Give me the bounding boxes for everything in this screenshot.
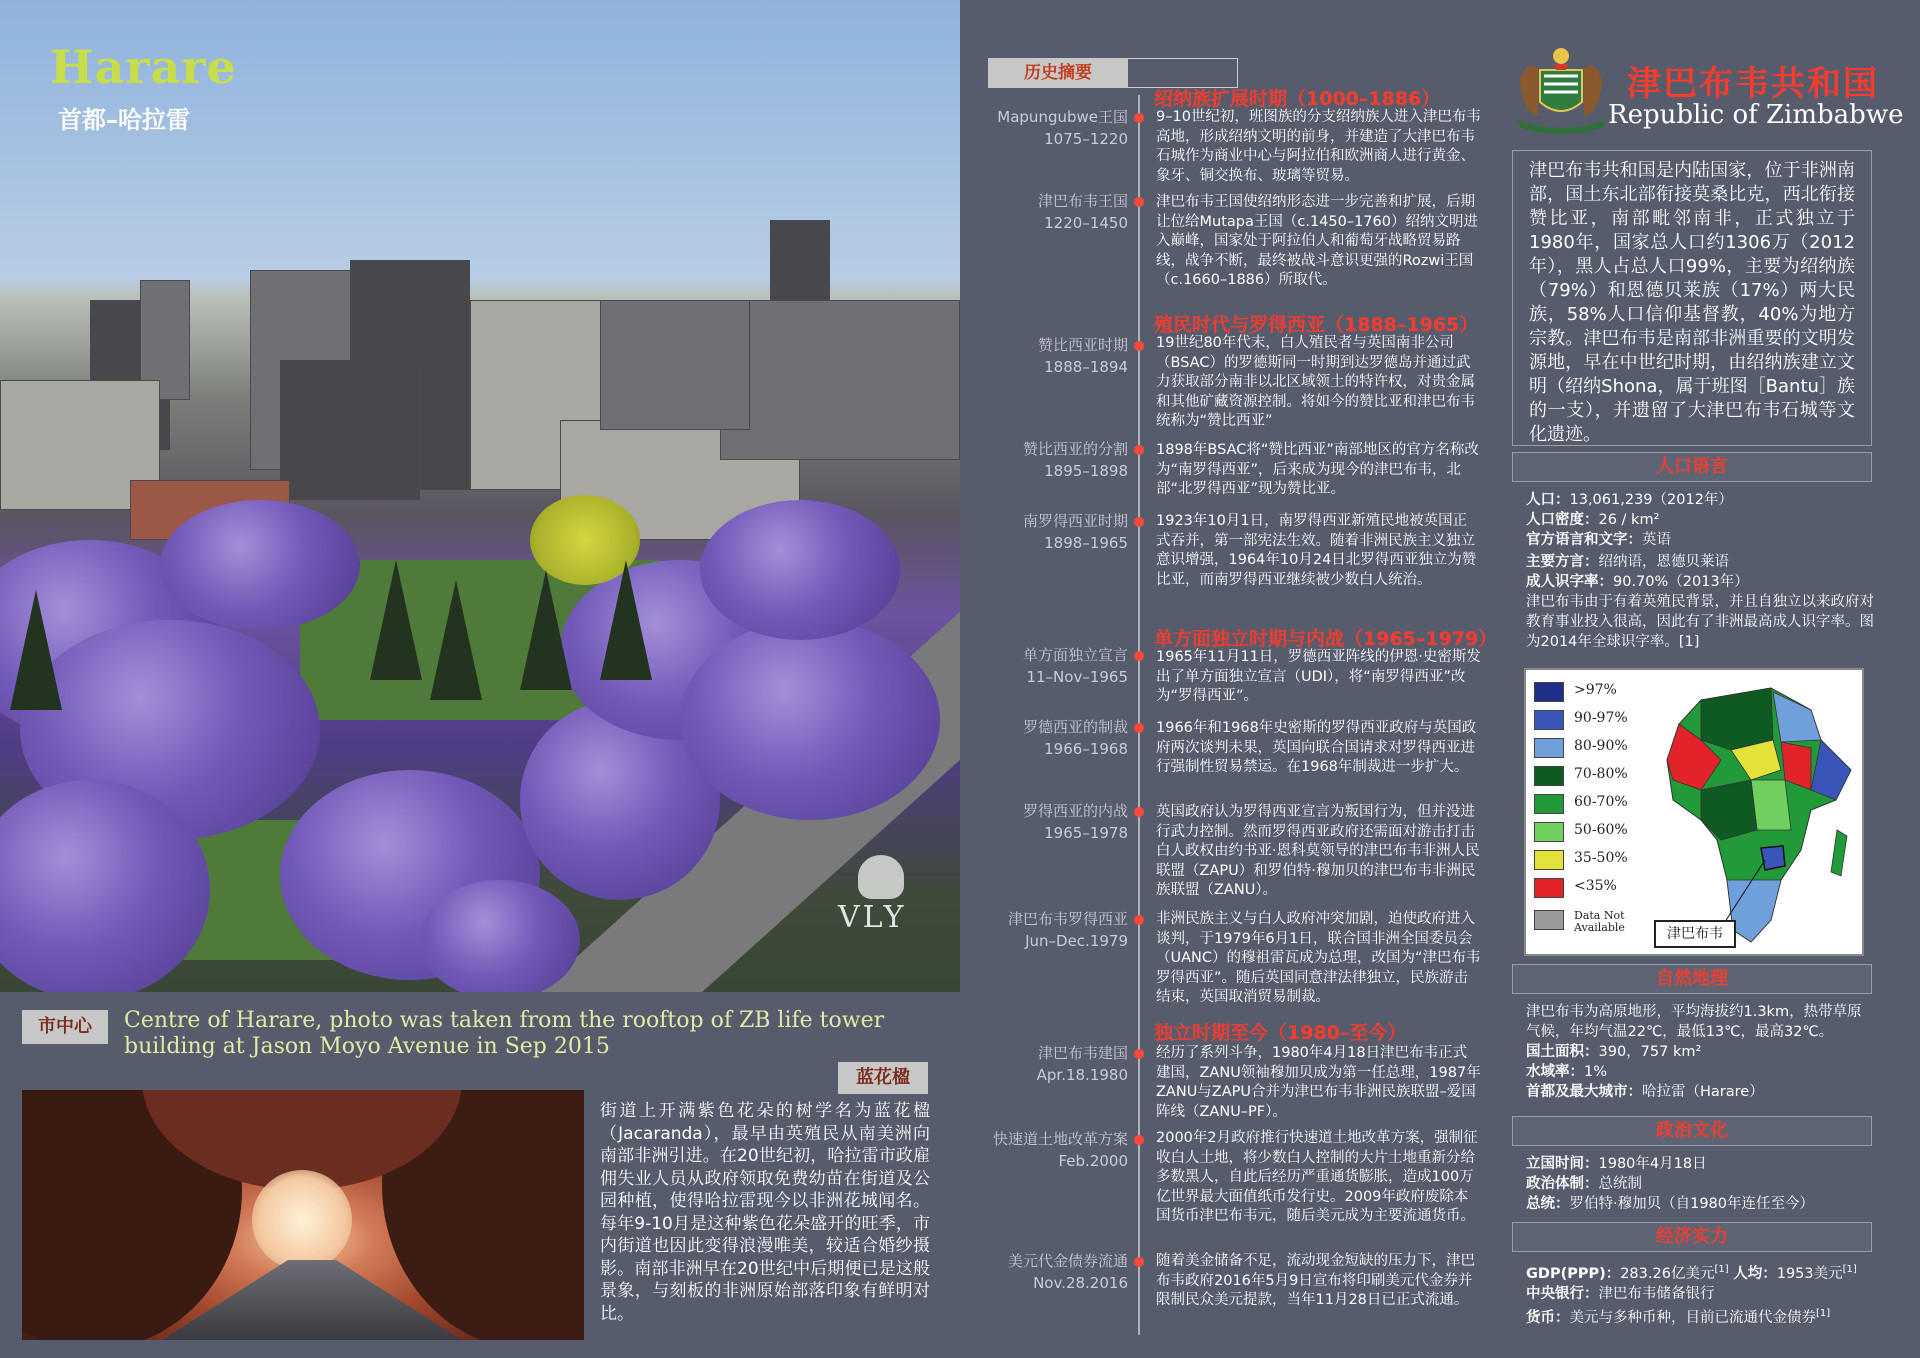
event-dot bbox=[1134, 1257, 1144, 1267]
pine-tree bbox=[10, 590, 62, 710]
event-text: 经历了系列斗争，1980年4月18日津巴布韦正式建国，ZANU领袖穆加贝成为第一任总理，1987年ZANU与ZAPU合并为津巴布韦非洲民族联盟–爱国阵线（ZANU–PF）。 bbox=[1156, 1045, 1481, 1120]
jacaranda-tag: 蓝花楹 bbox=[838, 1062, 928, 1094]
event-label: 美元代金债券流通 Nov.28.2016 bbox=[1007, 1252, 1128, 1292]
jacaranda-tree bbox=[680, 620, 940, 820]
event-dot bbox=[1134, 915, 1144, 925]
event-dot bbox=[1134, 197, 1144, 207]
event-label: 快速道土地改革方案 Feb.2000 bbox=[992, 1130, 1128, 1170]
geography-info: 津巴布韦为高原地形，平均海拔约1.3km，热带草原气候，年均气温22℃，最低13℃，最高32℃。 国土面积：390，757 km² 水域率：1% 首都及最大城市：哈拉雷（Harare） bbox=[1526, 1004, 1862, 1100]
event-dot bbox=[1134, 651, 1144, 661]
building bbox=[280, 360, 420, 500]
jacaranda-tree bbox=[700, 500, 900, 640]
pine-tree bbox=[520, 570, 572, 690]
literacy-map: >97% 90-97% 80-90% 70-80% 60-70% 50-60% 35-50% <35% Data Not Available 津巴布韦 bbox=[1524, 668, 1864, 956]
pine-tree bbox=[430, 580, 482, 700]
event-label: 罗德西亚的制裁 1966–1968 bbox=[1022, 718, 1128, 758]
country-name-zh: 津巴布韦共和国 bbox=[1627, 64, 1879, 104]
event-dot bbox=[1134, 445, 1144, 455]
africa-map bbox=[1661, 680, 1861, 950]
event-text: 英国政府认为罗得西亚宣言为叛国行为，但并没进行武力控制。然而罗得西亚政府还需面对游击打击白人政权由约书亚·恩科莫领导的津巴布韦非洲人民联盟（ZAPU）和罗伯特·穆加贝的津巴布韦非洲民族联盟（ZANU）。 bbox=[1156, 804, 1480, 898]
jacaranda-avenue-photo bbox=[22, 1090, 584, 1340]
timeline-axis bbox=[1138, 95, 1140, 1335]
jacaranda-description: 街道上开满紫色花朵的树学名为蓝花楹（Jacaranda），最早由英殖民从南美洲向南部非洲引进。在20世纪初，哈拉雷市政雇佣失业人员从政府领取免费幼苗在街道及公园种植，使得哈拉雷现今以非洲花城闻名。每年9-10月是这种紫色花朵盛开的旺季，市内街道也因此变得浪漫唯美，较适合婚纱摄影。南部非洲早在20世纪中后期便已是这般景象，与刻板的非洲原始部落印象有鲜明对比。 bbox=[600, 1101, 930, 1324]
section-head-population: 人口语言 bbox=[1512, 452, 1872, 482]
era-title: 单方面独立时期与内战（1965–1979） bbox=[1154, 628, 1498, 650]
event-text: 9–10世纪初，班图族的分支绍纳族人进入津巴布韦高地，形成绍纳文明的前身，并建造了大津巴布韦石城作为商业中心与阿拉伯和欧洲商人进行黄金、象牙、铜交换布、玻璃等贸易。 bbox=[1156, 109, 1481, 184]
pine-tree bbox=[600, 560, 652, 680]
politics-info: 立国时间：1980年4月18日 政治体制：总统制 总统：罗伯特·穆加贝（自1980年连任至今） bbox=[1526, 1156, 1815, 1212]
watermark: VLY bbox=[838, 900, 907, 935]
event-dot bbox=[1134, 1135, 1144, 1145]
event-dot bbox=[1134, 807, 1144, 817]
event-text: 1965年11月11日，罗德西亚阵线的伊恩·史密斯发出了单方面独立宣言（UDI），将“南罗得西亚”改为“罗得西亚”。 bbox=[1156, 649, 1481, 704]
zimbabwe-callout: 津巴布韦 bbox=[1654, 920, 1736, 948]
economy-info: GDP(PPP)：283.26亿美元[1] 人均：1953美元[1] 中央银行：津巴布韦储备银行 货币：美元与多种币种，目前已流通代金债券[1] bbox=[1526, 1264, 1857, 1326]
section-head-politics: 政治文化 bbox=[1512, 1116, 1872, 1146]
history-tag: 历史摘要 bbox=[988, 58, 1128, 88]
sunlight bbox=[252, 1170, 352, 1270]
event-text: 非洲民族主义与白人政府冲突加剧，迫使政府进入谈判，于1979年6月1日，联合国非洲全国委员会（UANC）的穆祖雷瓦成为总理，改国为“津巴布韦罗得西亚”。随后英国同意津法律独立，民族游击结束，英国取消贸易制裁。 bbox=[1156, 911, 1481, 1005]
event-label: 赞比西亚时期 1888–1894 bbox=[1037, 336, 1128, 376]
event-dot bbox=[1134, 723, 1144, 733]
history-timeline bbox=[968, 0, 1498, 1358]
event-dot bbox=[1134, 517, 1144, 527]
event-label: 津巴布韦罗得西亚 Jun–Dec.1979 bbox=[1007, 910, 1128, 950]
event-label: 津巴布韦建国 Apr.18.1980 bbox=[1036, 1044, 1128, 1084]
section-head-economy: 经济实力 bbox=[1512, 1222, 1872, 1252]
event-label: 赞比西亚的分割 1895–1898 bbox=[1022, 440, 1128, 480]
event-dot bbox=[1134, 113, 1144, 123]
building bbox=[720, 300, 960, 460]
event-dot bbox=[1134, 341, 1144, 351]
country-intro: 津巴布韦共和国是内陆国家，位于非洲南部，国土东北部衔接莫桑比克，西北衔接赞比亚，南部毗邻南非，正式独立于1980年，国家总人口约1306万（2012年），黑人占总人口99%，主要为绍纳族（79%）和恩德贝莱族（17%）两大民族，58%人口信仰基督教，40%为地方宗教。津巴布韦是南部非洲重要的文明发源地，早在中世纪时期，由绍纳族建立文明（绍纳Shona，属于班图［Bantu］族的一支），并遗留了大津巴布韦石城等文化遗迹。 bbox=[1512, 150, 1872, 446]
elephant-logo-icon bbox=[858, 855, 904, 899]
event-text: 19世纪80年代末，白人殖民者与英国南非公司（BSAC）的罗德斯同一时期到达罗德岛并通过武力获取部分南非以北区域领土的特许权，对贵金属和其他矿藏资源控制。将如今的赞比亚和津巴布韦统称为“赞比西亚” bbox=[1156, 335, 1475, 429]
caption-tag: 市中心 bbox=[22, 1010, 108, 1044]
event-text: 1923年10月1日，南罗得西亚新殖民地被英国正式吞并，第一部宪法生效。随着非洲民族主义独立意识增强，1964年10月24日北罗得西亚独立为赞比亚，而南罗得西亚继续被少数白人统治。 bbox=[1156, 513, 1477, 588]
jacaranda-tree bbox=[420, 880, 580, 992]
era-title: 绍纳族扩展时期（1000–1886） bbox=[1154, 88, 1441, 110]
country-info bbox=[1512, 0, 1920, 1358]
population-info: 人口：13,061,239（2012年） 人口密度：26 / km² 官方语言和文字：英语 主要方言：绍纳语，恩德贝莱语 成人识字率：90.70%（2013年） 津巴布韦由于有着英殖民背景，并且自独立以来政府对教育事业投入很高，因此有了非洲最高成人识字率。图为2014年全球识字率。[1] bbox=[1526, 492, 1874, 650]
jacaranda-tree bbox=[160, 500, 360, 630]
event-label: 罗得西亚的内战 1965–1978 bbox=[1022, 802, 1128, 842]
coat-of-arms-icon bbox=[1512, 40, 1610, 136]
city-title: Harare bbox=[50, 40, 237, 94]
event-text: 2000年2月政府推行快速道土地改革方案，强制征收白人土地，将少数白人控制的大片土地重新分给多数黑人，自此后经历严重通货膨胀，造成100万亿世界最大面值纸币发行史。2009年政府废除本国货币津巴布韦元，随后美元成为主要流通货币。 bbox=[1156, 1130, 1478, 1224]
event-label: Mapungubwe王国 1075–1220 bbox=[997, 108, 1128, 148]
event-text: 津巴布韦王国使绍纳形态进一步完善和扩展，后期让位给Mutapa王国（c.1450–1760）绍纳文明进入巅峰，国家处于阿拉伯人和葡萄牙战略贸易路线，战争不断，最终被战斗意识更强的Rozwi王国（c.1660–1886）所取代。 bbox=[1156, 194, 1478, 288]
photo-caption: Centre of Harare, photo was taken from the rooftop of ZB life tower building at Jason Moyo Avenue in Sep 2015 bbox=[124, 1008, 885, 1059]
era-title: 殖民时代与罗得西亚（1888–1965） bbox=[1154, 314, 1479, 336]
building bbox=[770, 220, 830, 300]
era-title: 独立时期至今（1980–至今） bbox=[1154, 1022, 1407, 1044]
event-label: 单方面独立宣言 11–Nov–1965 bbox=[1022, 646, 1128, 686]
pine-tree bbox=[370, 560, 422, 680]
event-label: 津巴布韦王国 1220–1450 bbox=[1037, 192, 1128, 232]
building bbox=[600, 300, 750, 430]
country-name-en: Republic of Zimbabwe bbox=[1608, 100, 1904, 130]
event-text: 随着美金储备不足，流动现金短缺的压力下，津巴布韦政府2016年5月9日宣布将印刷美元代金券并限制民众美元提款，当年11月28日已正式流通。 bbox=[1156, 1253, 1475, 1308]
harare-city-photo bbox=[0, 0, 960, 992]
city-subtitle: 首都–哈拉雷 bbox=[58, 106, 190, 134]
event-text: 1966年和1968年史密斯的罗得西亚政府与英国政府两次谈判未果，英国向联合国请求对罗得西亚进行强制性贸易禁运。在1968年制裁进一步扩大。 bbox=[1156, 720, 1477, 775]
event-label: 南罗得西亚时期 1898–1965 bbox=[1022, 512, 1128, 552]
event-dot bbox=[1134, 1049, 1144, 1059]
event-text: 1898年BSAC将“赞比西亚”南部地区的官方名称改为“南罗得西亚”，后来成为现今的津巴布韦，北部“北罗得西亚”现为赞比亚。 bbox=[1156, 442, 1479, 497]
section-head-geography: 自然地理 bbox=[1512, 964, 1872, 994]
